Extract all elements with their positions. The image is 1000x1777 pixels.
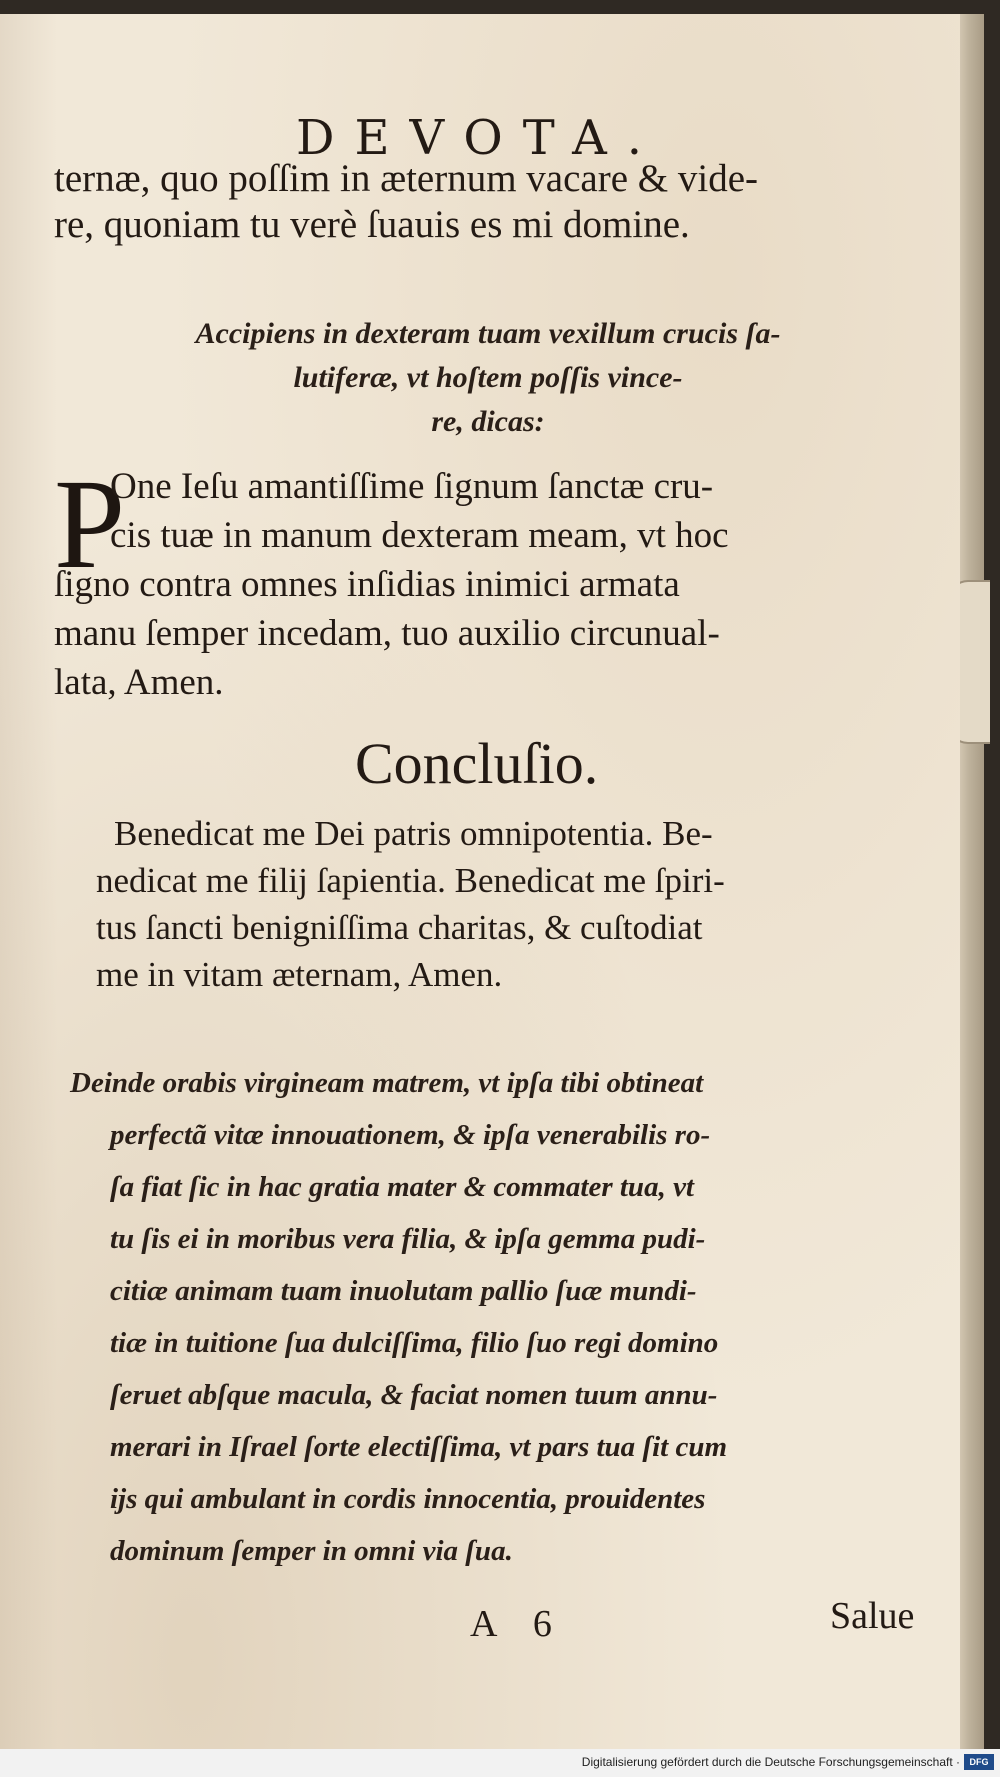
text-line: me in vitam æternam, Amen. xyxy=(96,955,503,994)
paragraph-1 xyxy=(54,156,934,248)
dfg-logo-icon: DFG xyxy=(964,1754,994,1770)
text-line: ſigno contra omnes inſidias inimici armata xyxy=(54,564,680,605)
text-line: ternæ, quo poſſim in æternum vacare & vide- xyxy=(54,157,758,200)
signature-mark: A 6 xyxy=(470,1603,566,1645)
rubric-line: citiæ animam tuam inuolutam pallio ſuæ mundi- xyxy=(110,1275,697,1307)
rubric-1 xyxy=(98,312,878,444)
running-head: DEVOTA. xyxy=(296,110,663,166)
rubric-line: Deinde orabis virgineam matrem, vt ipſa tibi obtineat xyxy=(70,1067,704,1099)
rubric-line: ſa fiat ſic in hac gratia mater & commater tua, vt xyxy=(110,1171,694,1203)
rubric-line: tiæ in tuitione ſua dulciſſima, filio ſuo regi domino xyxy=(110,1327,719,1359)
rubric-2 xyxy=(70,1057,940,1577)
rubric-line: ijs qui ambulant in cordis innocentia, prouidentes xyxy=(110,1483,706,1515)
text-line: re, quoniam tu verè ſuauis es mi domine. xyxy=(54,203,690,246)
text-line: tus ſancti benigniſſima charitas, & cuſtodiat xyxy=(96,908,703,947)
rubric-line: merari in Iſrael ſorte electiſſima, vt pars tua ſit cum xyxy=(110,1431,728,1463)
text-line: manu ſemper incedam, tuo auxilio circunual- xyxy=(54,613,720,654)
rubric-line: ſeruet abſque macula, & faciat nomen tuum annu- xyxy=(110,1379,718,1411)
page-fore-edge xyxy=(958,14,984,1749)
paragraph-3 xyxy=(96,810,946,998)
rubric-line: tu ſis ei in moribus vera filia, & ipſa gemma pudi- xyxy=(110,1223,706,1255)
rubric-line: dominum ſemper in omni via ſua. xyxy=(110,1535,513,1567)
rubric-line: perfectã vitæ innouationem, & ipſa venerabilis ro- xyxy=(110,1119,711,1151)
text-line: lata, Amen. xyxy=(54,662,224,703)
section-heading: Concluſio. xyxy=(355,731,599,796)
rubric-line: Accipiens in dexteram tuam vexillum crucis ſa- xyxy=(195,317,781,350)
rubric-line: re, dicas: xyxy=(431,405,545,438)
paragraph-2 xyxy=(54,453,934,707)
text-line: Benedicat me Dei patris omnipotentia. Be- xyxy=(114,814,713,853)
rubric-line: lutiferæ, vt hoſtem poſſis vince- xyxy=(293,361,683,394)
funding-credit: Digitalisierung gefördert durch die Deutsche Forschungsgemeinschaft · xyxy=(581,1755,960,1769)
catchword: Salue xyxy=(830,1595,915,1637)
drop-capital: P xyxy=(54,453,126,595)
text-line: cis tuæ in manum dexteram meam, vt hoc xyxy=(110,515,729,556)
text-line: One Ieſu amantiſſime ſignum ſanctæ cru- xyxy=(110,466,714,507)
text-line: nedicat me filij ſapientia. Benedicat me ſpiri- xyxy=(96,861,725,900)
